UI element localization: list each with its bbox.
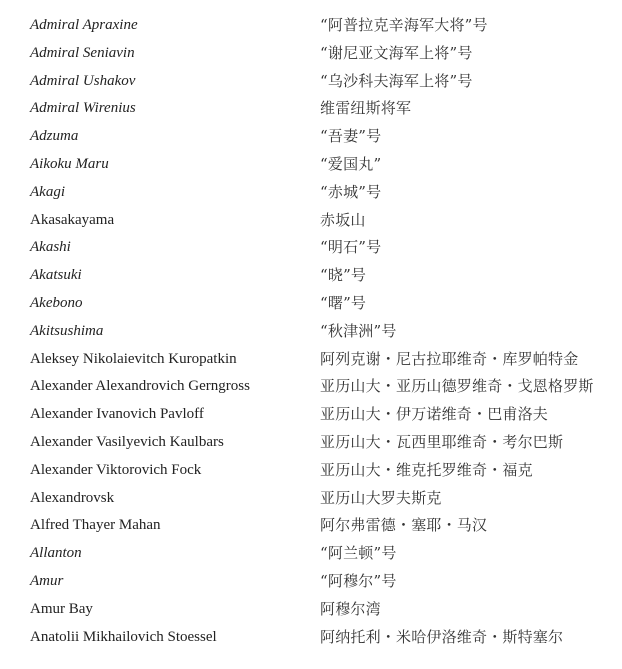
glossary-list [0, 12, 622, 651]
chinese-translation: “秋津洲”号 [320, 321, 397, 340]
english-term: Amur [30, 572, 64, 589]
glossary-row [0, 95, 622, 123]
chinese-translation: “晓”号 [320, 266, 367, 285]
chinese-translation: 维雷纽斯将军 [320, 99, 412, 118]
chinese-translation: 阿尔弗雷德・塞耶・马汉 [320, 516, 488, 535]
chinese-translation: “谢尼亚文海军上将”号 [320, 43, 473, 62]
glossary-row [0, 457, 622, 485]
glossary-row [0, 512, 622, 540]
chinese-translation: “赤城”号 [320, 182, 382, 201]
english-term: Akasakayama [30, 211, 115, 228]
english-term: Admiral Wirenius [30, 100, 136, 117]
chinese-translation: “阿兰顿”号 [320, 544, 397, 563]
glossary-row [0, 568, 622, 596]
english-term: Alexander Alexandrovich Gerngross [30, 378, 250, 395]
english-term: Akagi [30, 183, 65, 200]
chinese-translation: “阿穆尔”号 [320, 571, 397, 590]
chinese-translation: “明石”号 [320, 238, 382, 257]
chinese-translation: 阿列克谢・尼古拉耶维奇・库罗帕特金 [320, 349, 579, 368]
english-term: Adzuma [30, 128, 79, 145]
english-term: Alexander Vasilyevich Kaulbars [30, 433, 224, 450]
glossary-row [0, 624, 622, 652]
english-term: Akitsushima [30, 322, 104, 339]
chinese-translation: 阿穆尔湾 [320, 599, 381, 618]
glossary-row [0, 151, 622, 179]
chinese-translation: “阿普拉克辛海军大将”号 [320, 16, 488, 34]
chinese-translation: 亚历山大・亚历山德罗维奇・戈恩格罗斯 [320, 377, 594, 396]
glossary-row [0, 485, 622, 513]
glossary-row [0, 318, 622, 346]
english-term: Alexander Ivanovich Pavloff [30, 406, 204, 423]
glossary-row [0, 401, 622, 429]
glossary-row [0, 262, 622, 290]
english-term: Admiral Apraxine [30, 17, 138, 33]
english-term: Anatolii Mikhailovich Stoessel [30, 628, 217, 645]
glossary-row [0, 234, 622, 262]
english-term: Aikoku Maru [30, 155, 109, 172]
glossary-row [0, 540, 622, 568]
chinese-translation: “吾妻”号 [320, 127, 382, 146]
english-term: Aleksey Nikolaievitch Kuropatkin [30, 350, 237, 367]
chinese-translation: 亚历山大・瓦西里耶维奇・考尔巴斯 [320, 432, 564, 451]
glossary-row [0, 207, 622, 235]
glossary-row [0, 123, 622, 151]
chinese-translation: 亚历山大・伊万诺维奇・巴甫洛夫 [320, 405, 549, 424]
english-term: Akebono [30, 294, 83, 311]
glossary-row [0, 12, 622, 40]
glossary-row [0, 346, 622, 374]
english-term: Alfred Thayer Mahan [30, 517, 161, 534]
english-term: Akashi [30, 239, 71, 256]
glossary-row [0, 429, 622, 457]
glossary-row [0, 596, 622, 624]
chinese-translation: “乌沙科夫海军上将”号 [320, 71, 473, 90]
chinese-translation: 阿纳托利・米哈伊洛维奇・斯特塞尔 [320, 627, 564, 646]
english-term: Alexandrovsk [30, 489, 115, 506]
glossary-row [0, 68, 622, 96]
chinese-translation: “曙”号 [320, 293, 367, 312]
english-term: Admiral Ushakov [30, 72, 136, 89]
glossary-row [0, 179, 622, 207]
glossary-row [0, 40, 622, 68]
glossary-row [0, 290, 622, 318]
chinese-translation: “爱国丸” [320, 154, 382, 173]
english-term: Akatsuki [30, 267, 82, 284]
chinese-translation: 赤坂山 [320, 210, 366, 229]
english-term: Alexander Viktorovich Fock [30, 461, 202, 478]
chinese-translation: 亚历山大罗夫斯克 [320, 488, 442, 507]
english-term: Admiral Seniavin [30, 44, 135, 61]
chinese-translation: 亚历山大・维克托罗维奇・福克 [320, 460, 533, 479]
glossary-row [0, 373, 622, 401]
english-term: Amur Bay [30, 600, 93, 617]
english-term: Allanton [30, 545, 82, 562]
